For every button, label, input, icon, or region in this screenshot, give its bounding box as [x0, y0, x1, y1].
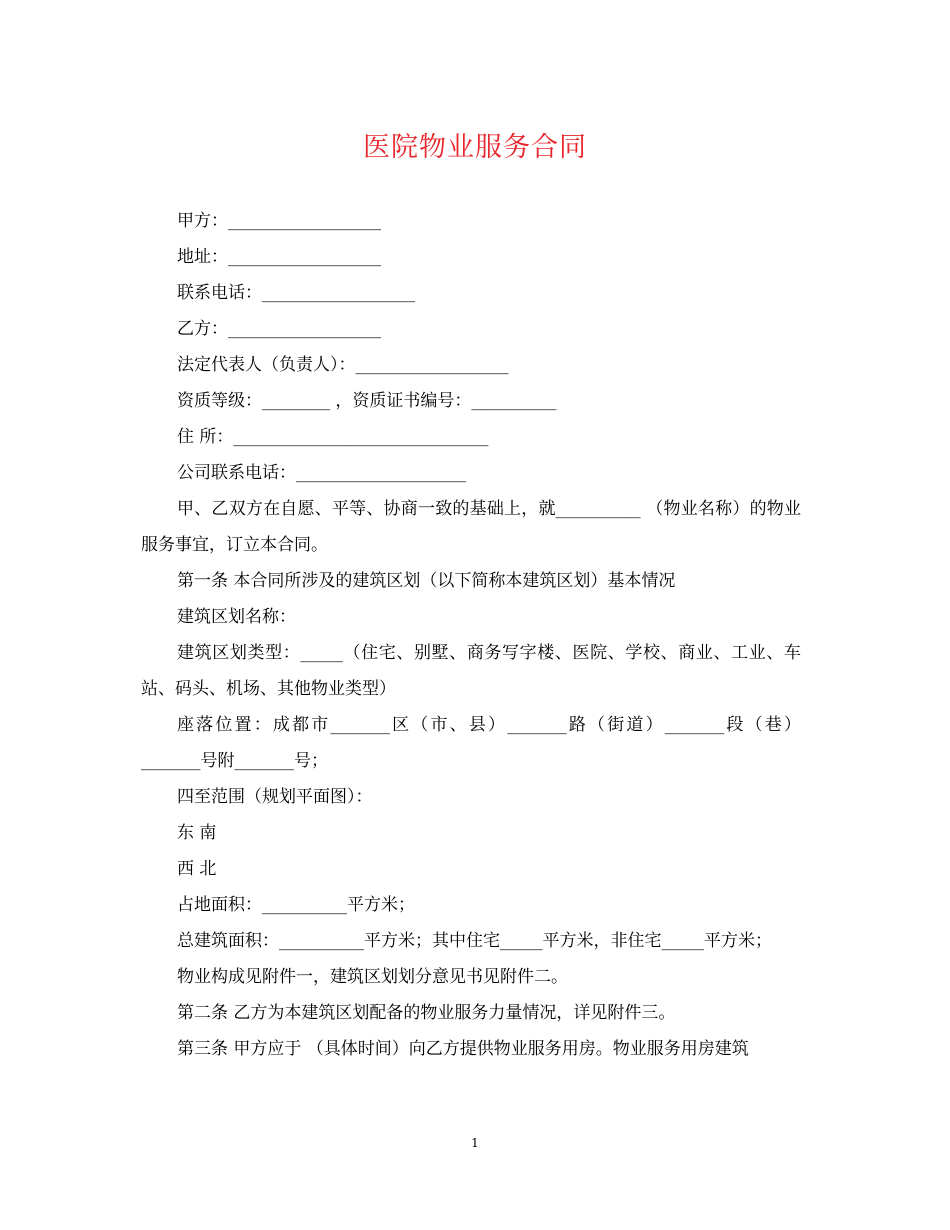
qualification-line: 资质等级：________ ，资质证书编号：__________ [177, 391, 557, 411]
zone-name-line: 建筑区划名称： [177, 607, 296, 627]
east-south-line: 东 南 [177, 823, 217, 843]
article-2-line: 第二条 乙方为本建筑区划配备的物业服务力量情况，详见附件三。 [177, 1003, 676, 1023]
legal-representative-line: 法定代表人（负责人）：__________________ [177, 355, 509, 375]
preamble-paragraph: 甲、乙双方在自愿、平等、协商一致的基础上，就__________ （物业名称）的物业服务事宜，订立本合同。 [141, 499, 801, 555]
company-phone-line: 公司联系电话：____________________ [177, 463, 466, 483]
contact-phone-line: 联系电话：__________________ [177, 283, 415, 303]
article-1-heading: 第一条 本合同所涉及的建筑区划（以下简称本建筑区划）基本情况 [177, 571, 676, 591]
article-3-line: 第三条 甲方应于 （具体时间）向乙方提供物业服务用房。物业服务用房建筑 [177, 1039, 749, 1059]
west-north-line: 西 北 [177, 859, 217, 879]
party-b-line: 乙方：__________________ [177, 319, 381, 339]
boundary-line: 四至范围（规划平面图）： [177, 787, 373, 807]
land-area-line: 占地面积：__________平方米； [177, 895, 415, 915]
document-title: 医院物业服务合同 [363, 132, 587, 163]
building-area-paragraph: 总建筑面积：__________平方米；其中住宅_____平方米，非住宅_____平方米； [177, 931, 772, 951]
residence-line: 住 所：______________________________ [177, 427, 489, 447]
address-line: 地址：__________________ [177, 247, 381, 267]
property-composition-line: 物业构成见附件一，建筑区划划分意见书见附件二。 [177, 967, 568, 987]
page-number: 1 [471, 1136, 479, 1150]
zone-type-paragraph: 建筑区划类型：_____（住宅、别墅、商务写字楼、医院、学校、商业、工业、车站、码头、机场、其他物业类型） [141, 643, 801, 699]
location-paragraph: 座落位置：成都市_______区（市、县）_______路（街道）_______段（巷）_______号附_______号； [141, 715, 801, 771]
party-a-line: 甲方：__________________ [177, 211, 381, 231]
contract-body [141, 203, 801, 1067]
